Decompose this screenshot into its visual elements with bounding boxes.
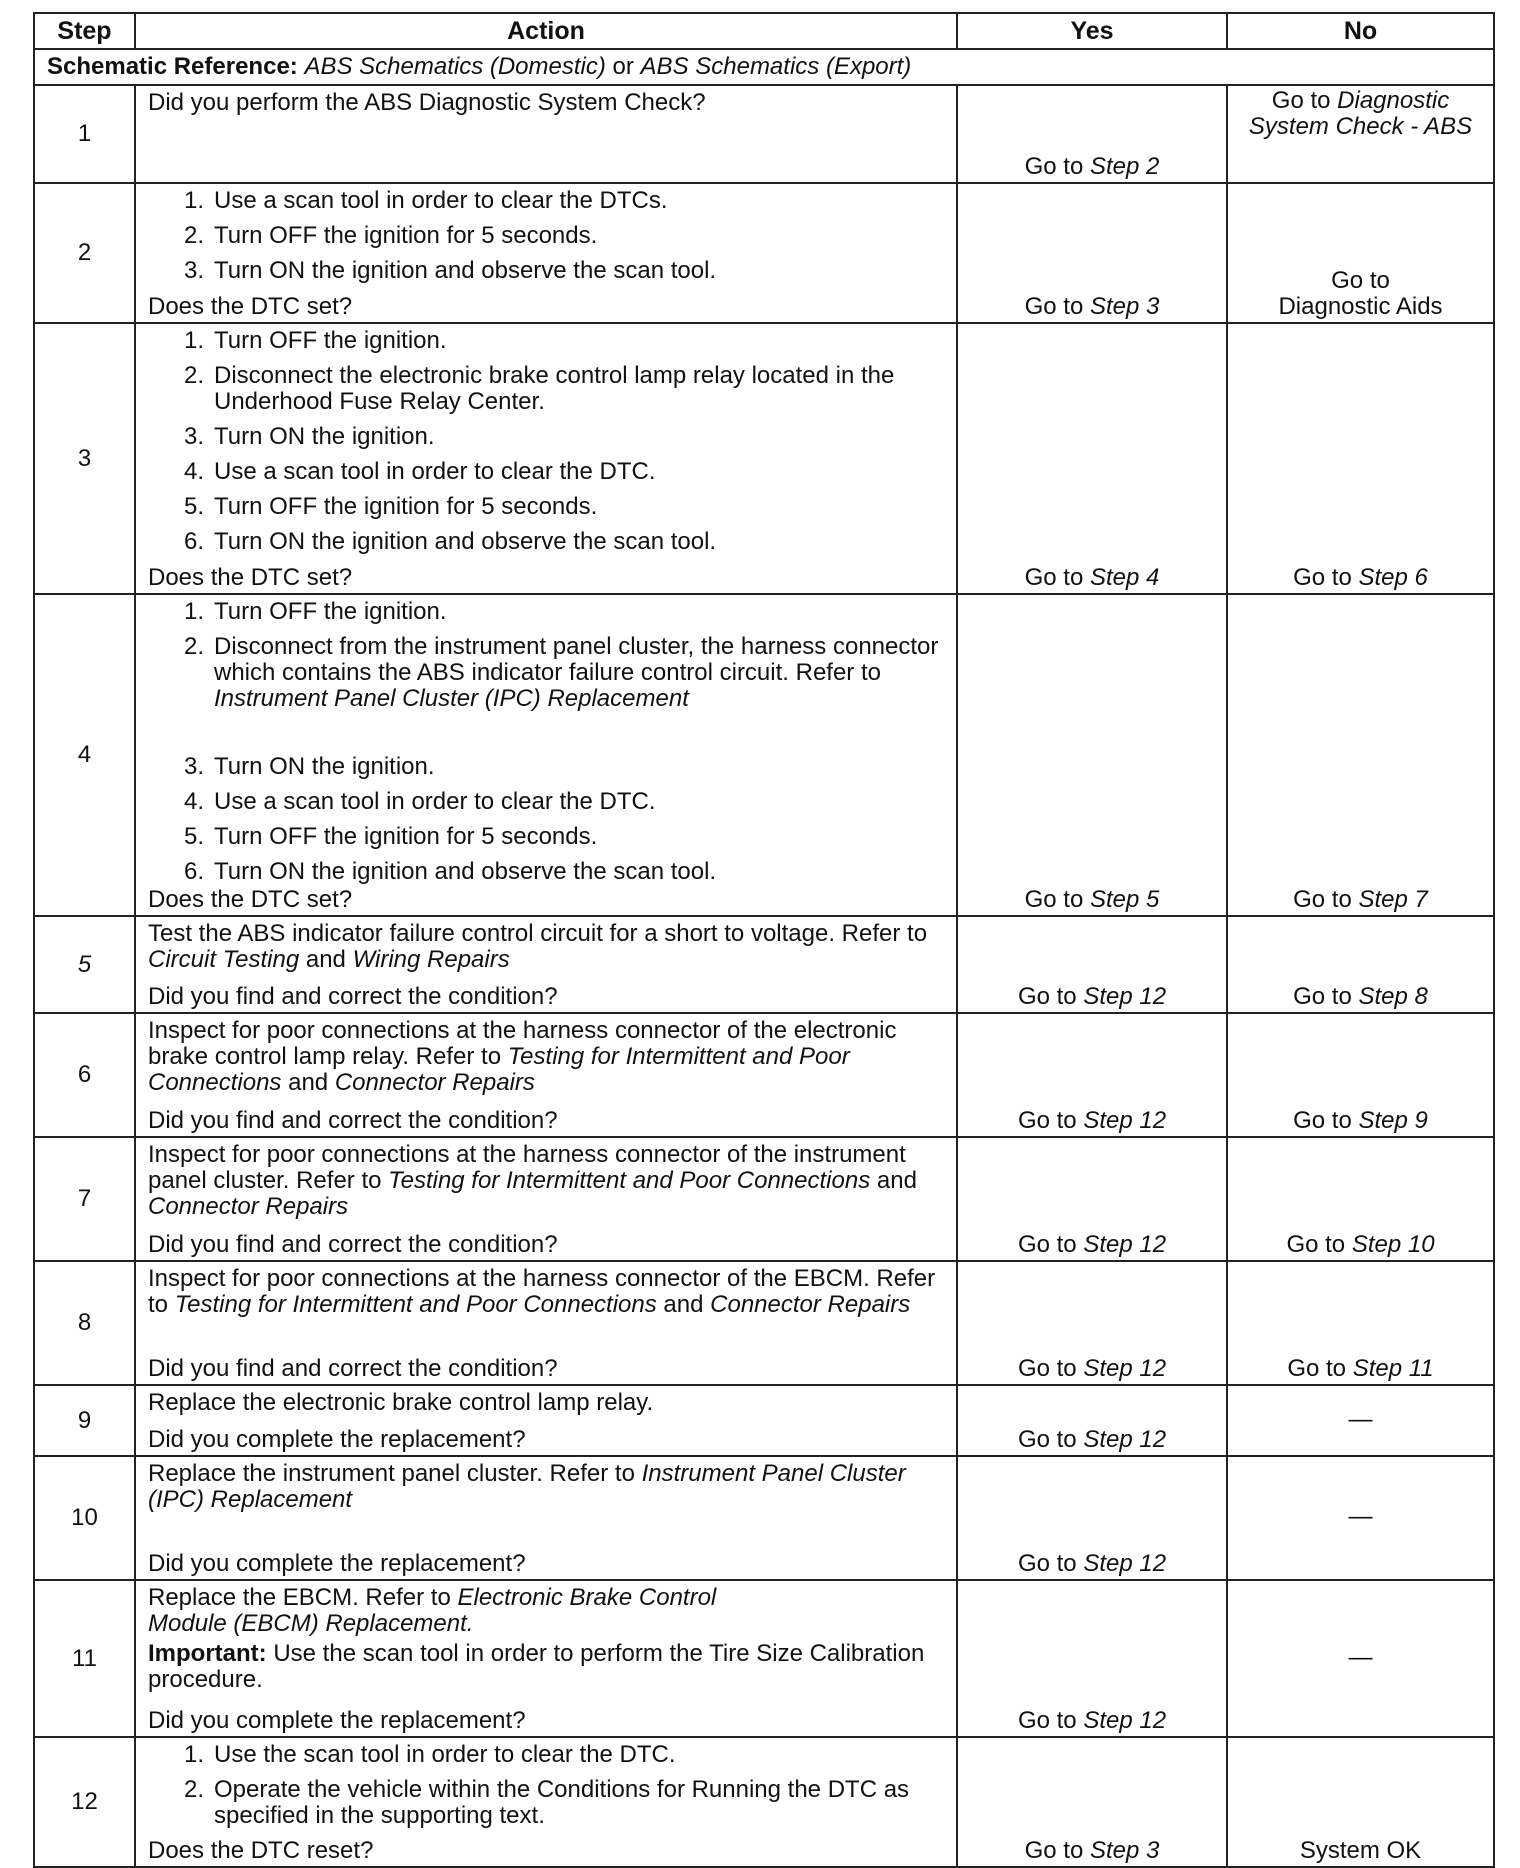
- header-step: Step: [34, 13, 135, 49]
- step-number: 12: [34, 1737, 135, 1867]
- go-to-label: Go to: [1024, 293, 1084, 320]
- list-item: 1. Use the scan tool in order to clear the DTC.: [183, 1741, 676, 1768]
- go-to-label: Go to: [1024, 153, 1084, 180]
- go-to-label: Go to: [1271, 87, 1331, 114]
- wiring-repairs-link[interactable]: Wiring Repairs: [352, 946, 510, 973]
- go-to-label: Go to: [1017, 1707, 1077, 1734]
- table-row: [34, 183, 1494, 323]
- no-step-link[interactable]: Step 8: [1358, 983, 1428, 1010]
- step-number: 6: [34, 1013, 135, 1137]
- list-item: 1. Use a scan tool in order to clear the DTCs.: [183, 187, 668, 214]
- step-number: 3: [34, 323, 135, 594]
- table-row: 6 Inspect for poor connections at the harness connector of the electronic brake control lamp relay. Refer to Testing for Intermittent and Poor Connections and Connector Repairs Did you find and correct the condition? Go to Step 12 Go to Step 9: [34, 1013, 1494, 1137]
- table-row: 11 Replace the EBCM. Refer to Electronic Brake Control Module (EBCM) Replacement. Important: Use the scan tool in order to perform the Tire Size Calibration procedure. Did you complete the replacement? Go to Step 12 —: [34, 1580, 1494, 1737]
- connector-repairs-link[interactable]: Connector Repairs: [334, 1069, 535, 1096]
- list-item: 1. Turn OFF the ignition.: [183, 327, 447, 354]
- no-dash: —: [1227, 1580, 1494, 1737]
- question: Did you find and correct the condition?: [148, 1355, 558, 1382]
- table-row: 7 Inspect for poor connections at the harness connector of the instrument panel cluster. Refer to Testing for Intermittent and Poor Connections and Connector Repairs Did you find and correct the condition? Go to Step 12 Go to Step 10: [34, 1137, 1494, 1261]
- no-step-link[interactable]: Step 11: [1352, 1355, 1434, 1382]
- yes-step-link[interactable]: Step 12: [1083, 1231, 1167, 1258]
- step-number: 4: [34, 594, 135, 916]
- table-row: [34, 594, 1494, 916]
- no-step-link[interactable]: Step 10: [1351, 1231, 1435, 1258]
- yes-step-link[interactable]: Step 2: [1089, 153, 1160, 180]
- step-number: 7: [34, 1137, 135, 1261]
- list-item: 1. Turn OFF the ignition.: [183, 598, 447, 625]
- question: Does the DTC set?: [148, 564, 353, 591]
- yes-step-link[interactable]: Step 12: [1083, 1426, 1167, 1453]
- question: Did you complete the replacement?: [148, 1707, 526, 1734]
- ipc-replacement-link[interactable]: Instrument Panel Cluster (IPC) Replacement: [214, 685, 689, 712]
- no-link-part[interactable]: Diagnostic: [1337, 87, 1450, 114]
- go-to-label: Go to: [1017, 1550, 1077, 1577]
- table-row: 8 Inspect for poor connections at the harness connector of the EBCM. Refer to Testing for Intermittent and Poor Connections and Connector Repairs Did you find and correct the condition? Go to Step 12 Go to Step 11: [34, 1261, 1494, 1385]
- yes-step-link[interactable]: Step 3: [1089, 1837, 1160, 1864]
- yes-step-link[interactable]: Step 12: [1083, 983, 1167, 1010]
- yes-step-link[interactable]: Step 12: [1083, 1355, 1167, 1382]
- yes-step-link[interactable]: Step 12: [1083, 1550, 1167, 1577]
- schematic-label: Schematic Reference:: [47, 53, 298, 80]
- yes-step-link[interactable]: Step 12: [1083, 1107, 1167, 1134]
- schematic-reference-row: [34, 49, 1494, 85]
- list-item: 3. Turn ON the ignition.: [183, 423, 435, 450]
- list-item: 3. Turn ON the ignition.: [183, 753, 435, 780]
- connector-repairs-link[interactable]: Connector Repairs: [148, 1193, 349, 1220]
- table-row: 5 Test the ABS indicator failure control circuit for a short to voltage. Refer to Circuit Testing and Wiring Repairs Did you find and correct the condition? Go to Step 12 Go to Step 8: [34, 916, 1494, 1013]
- go-to-label: Go to: [1017, 1355, 1077, 1382]
- no-result: System OK: [1227, 1737, 1494, 1867]
- question: Does the DTC reset?: [148, 1837, 374, 1864]
- no-link-part[interactable]: System Check - ABS: [1248, 113, 1473, 140]
- no-link[interactable]: Diagnostic Aids: [1278, 293, 1443, 320]
- go-to-label: Go to: [1293, 1107, 1352, 1134]
- connector-repairs-link[interactable]: Connector Repairs: [710, 1291, 911, 1318]
- schematic-link-domestic[interactable]: ABS Schematics (Domestic): [304, 53, 606, 80]
- no-step-link[interactable]: Step 7: [1358, 886, 1428, 913]
- list-item: 2. Turn OFF the ignition for 5 seconds.: [183, 222, 598, 249]
- no-step-link[interactable]: Step 6: [1358, 564, 1428, 591]
- no-dash: —: [1227, 1385, 1494, 1456]
- go-to-label: Go to: [1293, 564, 1352, 591]
- list-item: 4. Use a scan tool in order to clear the DTC.: [183, 788, 656, 815]
- go-to-label: Go to: [1017, 1426, 1077, 1453]
- step-number: 11: [34, 1580, 135, 1737]
- go-to-label: Go to: [1331, 267, 1390, 294]
- ebcm-replacement-link[interactable]: Electronic Brake Control Module (EBCM) Replacement.: [148, 1584, 717, 1637]
- intermittent-testing-link[interactable]: Testing for Intermittent and Poor Connections: [148, 1043, 850, 1096]
- go-to-label: Go to: [1286, 1231, 1346, 1258]
- yes-step-link[interactable]: Step 12: [1083, 1707, 1167, 1734]
- question: Did you complete the replacement?: [148, 1426, 526, 1453]
- question: Did you complete the replacement?: [148, 1550, 526, 1577]
- table-row: [34, 85, 1494, 183]
- go-to-label: Go to: [1017, 983, 1077, 1010]
- circuit-testing-link[interactable]: Circuit Testing: [148, 946, 300, 973]
- step-number: 2: [34, 183, 135, 323]
- step-number: 8: [34, 1261, 135, 1385]
- list-item: 5. Turn OFF the ignition for 5 seconds.: [183, 823, 598, 850]
- list-item: 6. Turn ON the ignition and observe the scan tool.: [183, 528, 717, 555]
- yes-step-link[interactable]: Step 5: [1089, 886, 1160, 913]
- no-step-link[interactable]: Step 9: [1358, 1107, 1428, 1134]
- intermittent-testing-link[interactable]: Testing for Intermittent and Poor Connections: [174, 1291, 657, 1318]
- list-item: 6. Turn ON the ignition and observe the scan tool.: [183, 858, 717, 885]
- step-number: 10: [34, 1456, 135, 1580]
- list-item: 4. Use a scan tool in order to clear the DTC.: [183, 458, 656, 485]
- ipc-replacement-link[interactable]: Instrument Panel Cluster (IPC) Replacement: [148, 1460, 906, 1513]
- step-number: 1: [34, 85, 135, 183]
- header-yes: Yes: [957, 13, 1227, 49]
- yes-step-link[interactable]: Step 3: [1089, 293, 1160, 320]
- table-row: 10 Replace the instrument panel cluster. Refer to Instrument Panel Cluster (IPC) Replacement Did you complete the replacement? Go to Step 12 —: [34, 1456, 1494, 1580]
- question: Did you find and correct the condition?: [148, 983, 558, 1010]
- list-item: 3. Turn ON the ignition and observe the scan tool.: [183, 257, 717, 284]
- list-item: 2. Disconnect the electronic brake control lamp relay located in the Underhood Fuse Relay Center.: [183, 362, 895, 415]
- go-to-label: Go to: [1287, 1355, 1347, 1382]
- no-dash: —: [1227, 1456, 1494, 1580]
- go-to-label: Go to: [1017, 1231, 1077, 1258]
- go-to-label: Go to: [1017, 1107, 1077, 1134]
- header-action: Action: [135, 13, 957, 49]
- list-item: 5. Turn OFF the ignition for 5 seconds.: [183, 493, 598, 520]
- table-row: [34, 1737, 1494, 1867]
- go-to-label: Go to: [1293, 983, 1352, 1010]
- step-number: 5: [34, 916, 135, 1013]
- important-label: Important:: [148, 1640, 267, 1667]
- table-row: 9 Replace the electronic brake control lamp relay. Did you complete the replacement? Go to Step 12 —: [34, 1385, 1494, 1456]
- list-item: 2. Disconnect from the instrument panel cluster, the harness connector which contains the ABS indicator failure control circuit. Refer to Instrument Panel Cluster (IPC) Replacement: [183, 633, 939, 712]
- question: Does the DTC set?: [148, 293, 353, 320]
- list-item: 2. Operate the vehicle within the Conditions for Running the DTC as specified in the supporting text.: [183, 1776, 910, 1829]
- yes-step-link[interactable]: Step 4: [1089, 564, 1160, 591]
- go-to-label: Go to: [1293, 886, 1352, 913]
- header-no: No: [1227, 13, 1494, 49]
- schematic-or: or: [612, 53, 634, 80]
- question: Does the DTC set?: [148, 886, 353, 913]
- diagnostic-table: [33, 12, 1493, 1868]
- question: Did you find and correct the condition?: [148, 1107, 558, 1134]
- schematic-link-export[interactable]: ABS Schematics (Export): [640, 53, 912, 80]
- question: Did you perform the ABS Diagnostic System Check?: [148, 89, 706, 116]
- go-to-label: Go to: [1024, 564, 1084, 591]
- header-row: [34, 13, 1494, 49]
- go-to-label: Go to: [1024, 886, 1084, 913]
- table-row: [34, 323, 1494, 594]
- step-number: 9: [34, 1385, 135, 1456]
- go-to-label: Go to: [1024, 1837, 1084, 1864]
- question: Did you find and correct the condition?: [148, 1231, 558, 1258]
- intermittent-testing-link[interactable]: Testing for Intermittent and Poor Connections: [388, 1167, 871, 1194]
